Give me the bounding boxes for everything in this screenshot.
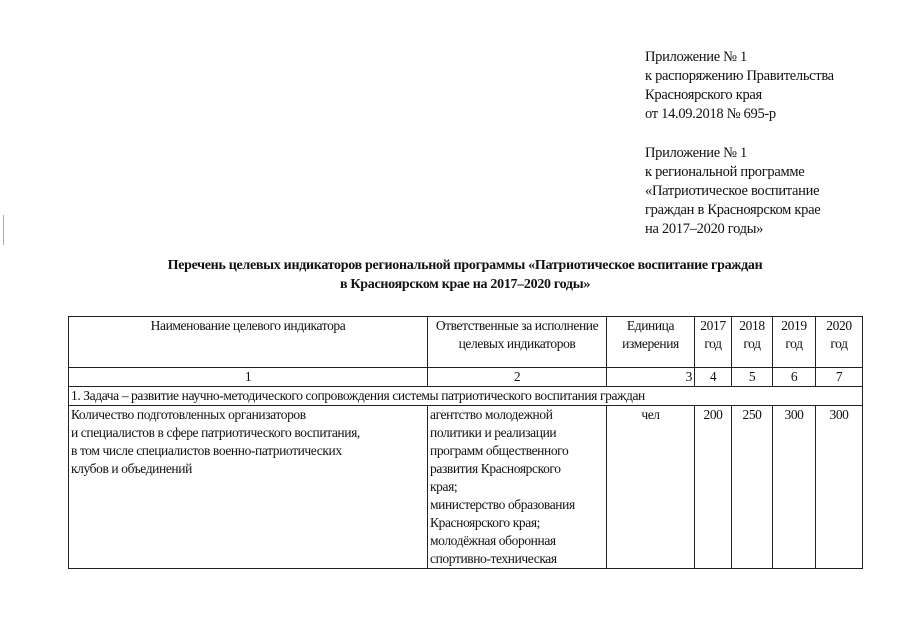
task-cell: 1. Задача – развитие научно-методического сопровождения системы патриотического воспитания граждан xyxy=(69,387,863,406)
text-line: и специалистов в сфере патриотического воспитания, xyxy=(71,425,360,440)
scan-margin-mark xyxy=(3,215,4,245)
value-2019: 300 xyxy=(773,406,816,569)
header-cell: 2019 год xyxy=(773,317,816,368)
indicators-table xyxy=(68,316,863,569)
value-2017: 200 xyxy=(695,406,732,569)
appendix-line: к региональной программе xyxy=(645,164,805,180)
appendix-line: Приложение № 1 xyxy=(645,145,747,161)
text-line: программ общественного xyxy=(430,443,569,458)
text-line: политики и реализации xyxy=(430,425,557,440)
responsible-cell xyxy=(428,406,607,569)
appendix-line: Красноярского края xyxy=(645,87,762,103)
header-cell: 2017 год xyxy=(695,317,732,368)
column-number: 1 xyxy=(69,368,428,387)
column-number: 4 xyxy=(695,368,732,387)
text-line: спортивно-техническая xyxy=(430,551,557,566)
text-line: министерство образования xyxy=(430,497,575,512)
column-number-row xyxy=(69,368,863,387)
column-number: 7 xyxy=(816,368,863,387)
text-line: развития Красноярского xyxy=(430,461,561,476)
appendix-header-2 xyxy=(645,144,820,239)
value-2018: 250 xyxy=(732,406,773,569)
appendix-line: Приложение № 1 xyxy=(645,49,747,65)
header-cell: 2018 год xyxy=(732,317,773,368)
column-number: 5 xyxy=(732,368,773,387)
appendix-line: на 2017–2020 годы» xyxy=(645,221,764,237)
title-line: Перечень целевых индикаторов региональной программы «Патриотическое воспитание граждан xyxy=(167,258,763,273)
title-line: в Красноярском крае на 2017–2020 годы» xyxy=(339,277,591,292)
header-cell: Наименование целевого индикатора xyxy=(69,317,428,368)
column-number: 3 xyxy=(607,368,695,387)
appendix-header-1 xyxy=(645,48,834,124)
text-line: агентство молодежной xyxy=(430,407,553,422)
task-row xyxy=(69,387,863,406)
text-line: Количество подготовленных организаторов xyxy=(71,407,306,422)
text-line: края; xyxy=(430,479,458,494)
column-number: 6 xyxy=(773,368,816,387)
document-title xyxy=(60,256,870,294)
appendix-line: «Патриотическое воспитание xyxy=(645,183,820,199)
table-header-row xyxy=(69,317,863,368)
header-cell: 2020 год xyxy=(816,317,863,368)
unit-cell: чел xyxy=(607,406,695,569)
text-line: молодёжная оборонная xyxy=(430,533,556,548)
text-line: в том числе специалистов военно-патриотических xyxy=(71,443,342,458)
column-number: 2 xyxy=(428,368,607,387)
table-row xyxy=(69,406,863,569)
appendix-line: к распоряжению Правительства xyxy=(645,68,834,84)
value-2020: 300 xyxy=(816,406,863,569)
text-line: Красноярского края; xyxy=(430,515,541,530)
header-cell: Единица измерения xyxy=(607,317,695,368)
indicator-name-cell xyxy=(69,406,428,569)
appendix-line: граждан в Красноярском крае xyxy=(645,202,821,218)
appendix-line: от 14.09.2018 № 695-р xyxy=(645,106,776,122)
text-line: клубов и объединений xyxy=(71,461,192,476)
header-cell: Ответственные за исполнение целевых индикаторов xyxy=(428,317,607,368)
